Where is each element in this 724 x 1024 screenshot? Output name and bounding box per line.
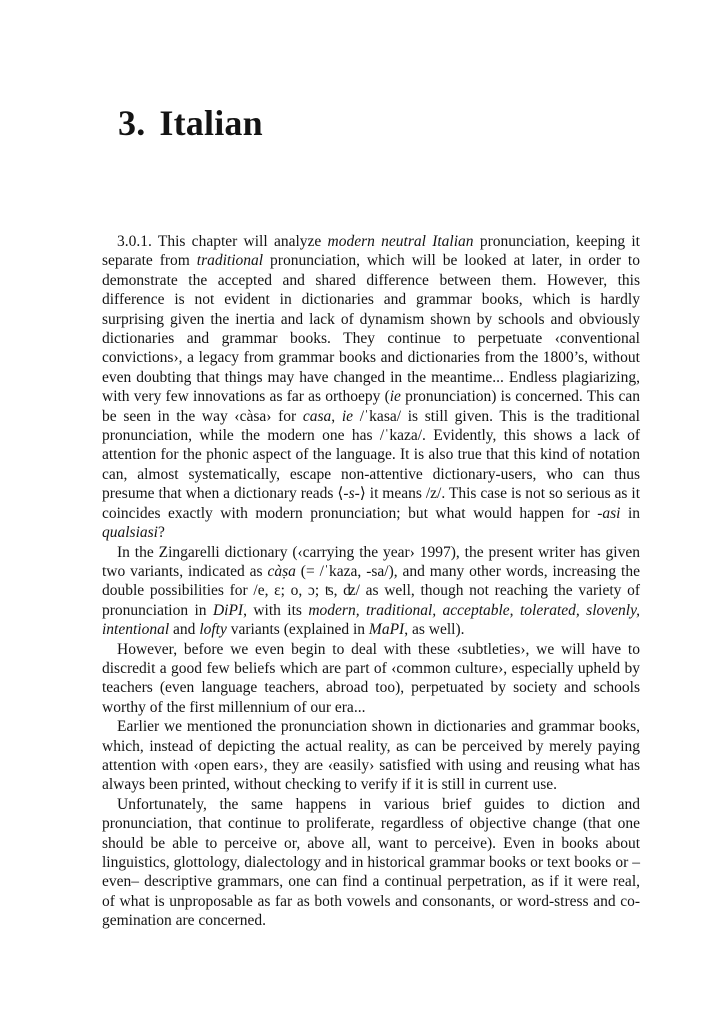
italic-run: casa bbox=[302, 407, 332, 425]
body-text bbox=[102, 232, 640, 931]
text-run: variants (explained in bbox=[226, 621, 369, 639]
text-run: , with its bbox=[243, 601, 309, 619]
text-run: Unfortunately, the same happens in various brief guides to diction and pronunciation, that continue to proliferate, regardless of objective change (that one should be able to perceive or, above all, want to perceive). Even in books about linguistics, glottology, dialectology and in historical grammar books or text books or –even– descriptive grammars, one can find a continual perpetration, as if it were real, of what is unproposable as far as both vowels and consonants, or word-stress and co-gemination are concerned. bbox=[102, 795, 640, 930]
italic-run: MaPI bbox=[368, 621, 405, 639]
paragraph bbox=[102, 717, 640, 795]
paragraph bbox=[102, 543, 640, 640]
text-run: Earlier we mentioned the pronunciation shown in dictionaries and grammar books, which, instead of depicting the actual reality, as can be perceived by merely paying attention with ‹open ears›, they are ‹easily› satisfied with using and reusing what has always been printed, without checking to verify if it is still in current use. bbox=[102, 718, 640, 794]
text-run: (= /ˈkaza, -sa/), and many other words, increasing the double possibilities for /e, ɛ; o, ɔ; ʦ, ʣ/ as well, though not reaching the variety of pronunciation in bbox=[102, 562, 640, 619]
text-run: In the Zingarelli dictionary (‹carrying the year› 1997), the present writer has given two variants, indicated as bbox=[102, 543, 640, 580]
text-run: pronunciation, which will be looked at later, in order to demonstrate the accepted and shared difference between them. However, this difference is not evident in dictionaries and grammar books, which is hardly surprising given the inertia and lack of dynamism shown by schools and obviously dictionaries and grammar books. They continue to perpetuate ‹conventional convictions›, a legacy from grammar books and dictionaries from the 1800’s, without even doubting that things may have changed in the meantime... Endless plagiarizing, with very few innovations as far as orthoepy ( bbox=[102, 252, 640, 406]
paragraph bbox=[102, 795, 640, 931]
text-run: , bbox=[331, 407, 342, 425]
italic-run: -asi bbox=[597, 504, 621, 522]
paragraph bbox=[102, 232, 640, 543]
italic-run: modern, traditional, acceptable, tolerated, slovenly, intentional bbox=[102, 601, 640, 639]
chapter-number: 3. bbox=[118, 103, 146, 143]
text-run: pronunciation, keeping it separate from bbox=[102, 233, 640, 270]
paragraph bbox=[102, 640, 640, 718]
italic-run: càṣa bbox=[267, 562, 296, 580]
italic-run: modern neutral Italian bbox=[327, 233, 474, 250]
italic-run: -s- bbox=[343, 485, 360, 503]
italic-run: qualsiasi bbox=[102, 524, 158, 542]
text-run: , as well). bbox=[404, 621, 465, 639]
italic-run: DiPI bbox=[212, 601, 244, 619]
chapter-title: Italian bbox=[159, 103, 263, 143]
text-run: pronunciation) is concerned. This can be seen in the way ‹càsa› for bbox=[102, 388, 640, 425]
text-run: ? bbox=[157, 524, 165, 542]
italic-run: ie bbox=[341, 407, 354, 425]
text-run: However, before we even begin to deal with these ‹subtleties›, we will have to discredit a good few beliefs which are part of ‹common culture›, especially upheld by teachers (even language teachers, abroad too), perpetuated by society and schools worthy of the first millennium of our era... bbox=[102, 640, 640, 716]
italic-run: traditional bbox=[196, 252, 264, 270]
text-run: and bbox=[169, 621, 200, 639]
text-run: ⟩ it means /z/. This case is not so serious as it coincides exactly with modern pronunciation; but what would happen for bbox=[102, 485, 641, 522]
italic-run: lofty bbox=[199, 621, 227, 639]
italic-run: ie bbox=[389, 388, 401, 406]
text-run: /ˈkasa/ is still given. This is the traditional pronunciation, while the modern one has /ˈkaza/. Evidently, this shows a lack of attention for the phonic aspect of the language. It is also true that this kind of notation can, almost systematically, escape non-attentive dictionary-users, who can thus presume that when a dictionary reads ⟨ bbox=[102, 407, 640, 503]
text-run: in bbox=[620, 504, 641, 522]
chapter-heading bbox=[118, 102, 263, 144]
text-run: 3.0.1. This chapter will analyze bbox=[117, 233, 328, 250]
